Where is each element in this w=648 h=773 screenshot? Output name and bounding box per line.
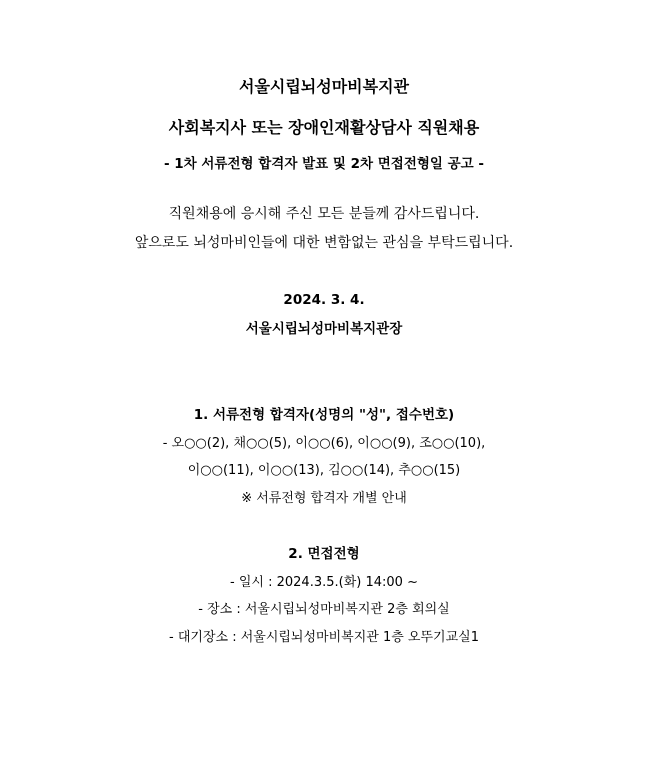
greeting-line-2: 앞으로도 뇌성마비인들에 대한 변함없는 관심을 부탁드립니다. <box>134 235 514 251</box>
notice-title: 사회복지사 또는 장애인재활상담사 직원채용 <box>168 118 480 137</box>
notice-subtitle: - 1차 서류전형 합격자 발표 및 2차 면접전형일 공고 - <box>163 156 485 172</box>
passer-list-line-1: - 오○○(2), 채○○(5), 이○○(6), 이○○(9), 조○○(10), <box>162 436 486 451</box>
section1-heading: 1. 서류전형 합격자(성명의 "성", 접수번호) <box>193 407 455 423</box>
greeting-line-1: 직원채용에 응시해 주신 모든 분들께 감사드립니다. <box>168 206 480 222</box>
issuer-name: 서울시립뇌성마비복지관장 <box>245 321 403 337</box>
passer-list-line-2: 이○○(11), 이○○(13), 김○○(14), 추○○(15) <box>187 463 461 478</box>
interview-datetime: - 일시 : 2024.3.5.(화) 14:00 ~ <box>230 575 418 590</box>
notice-date: 2024. 3. 4. <box>283 292 365 308</box>
waiting-place: - 대기장소 : 서울시립뇌성마비복지관 1층 오뚜기교실1 <box>169 630 479 645</box>
interview-place: - 장소 : 서울시립뇌성마비복지관 2층 회의실 <box>198 602 450 617</box>
section2-heading: 2. 면접전형 <box>288 546 360 562</box>
org-name-title: 서울시립뇌성마비복지관 <box>238 77 410 96</box>
individual-notice-note: ※ 서류전형 합격자 개별 안내 <box>241 491 407 506</box>
